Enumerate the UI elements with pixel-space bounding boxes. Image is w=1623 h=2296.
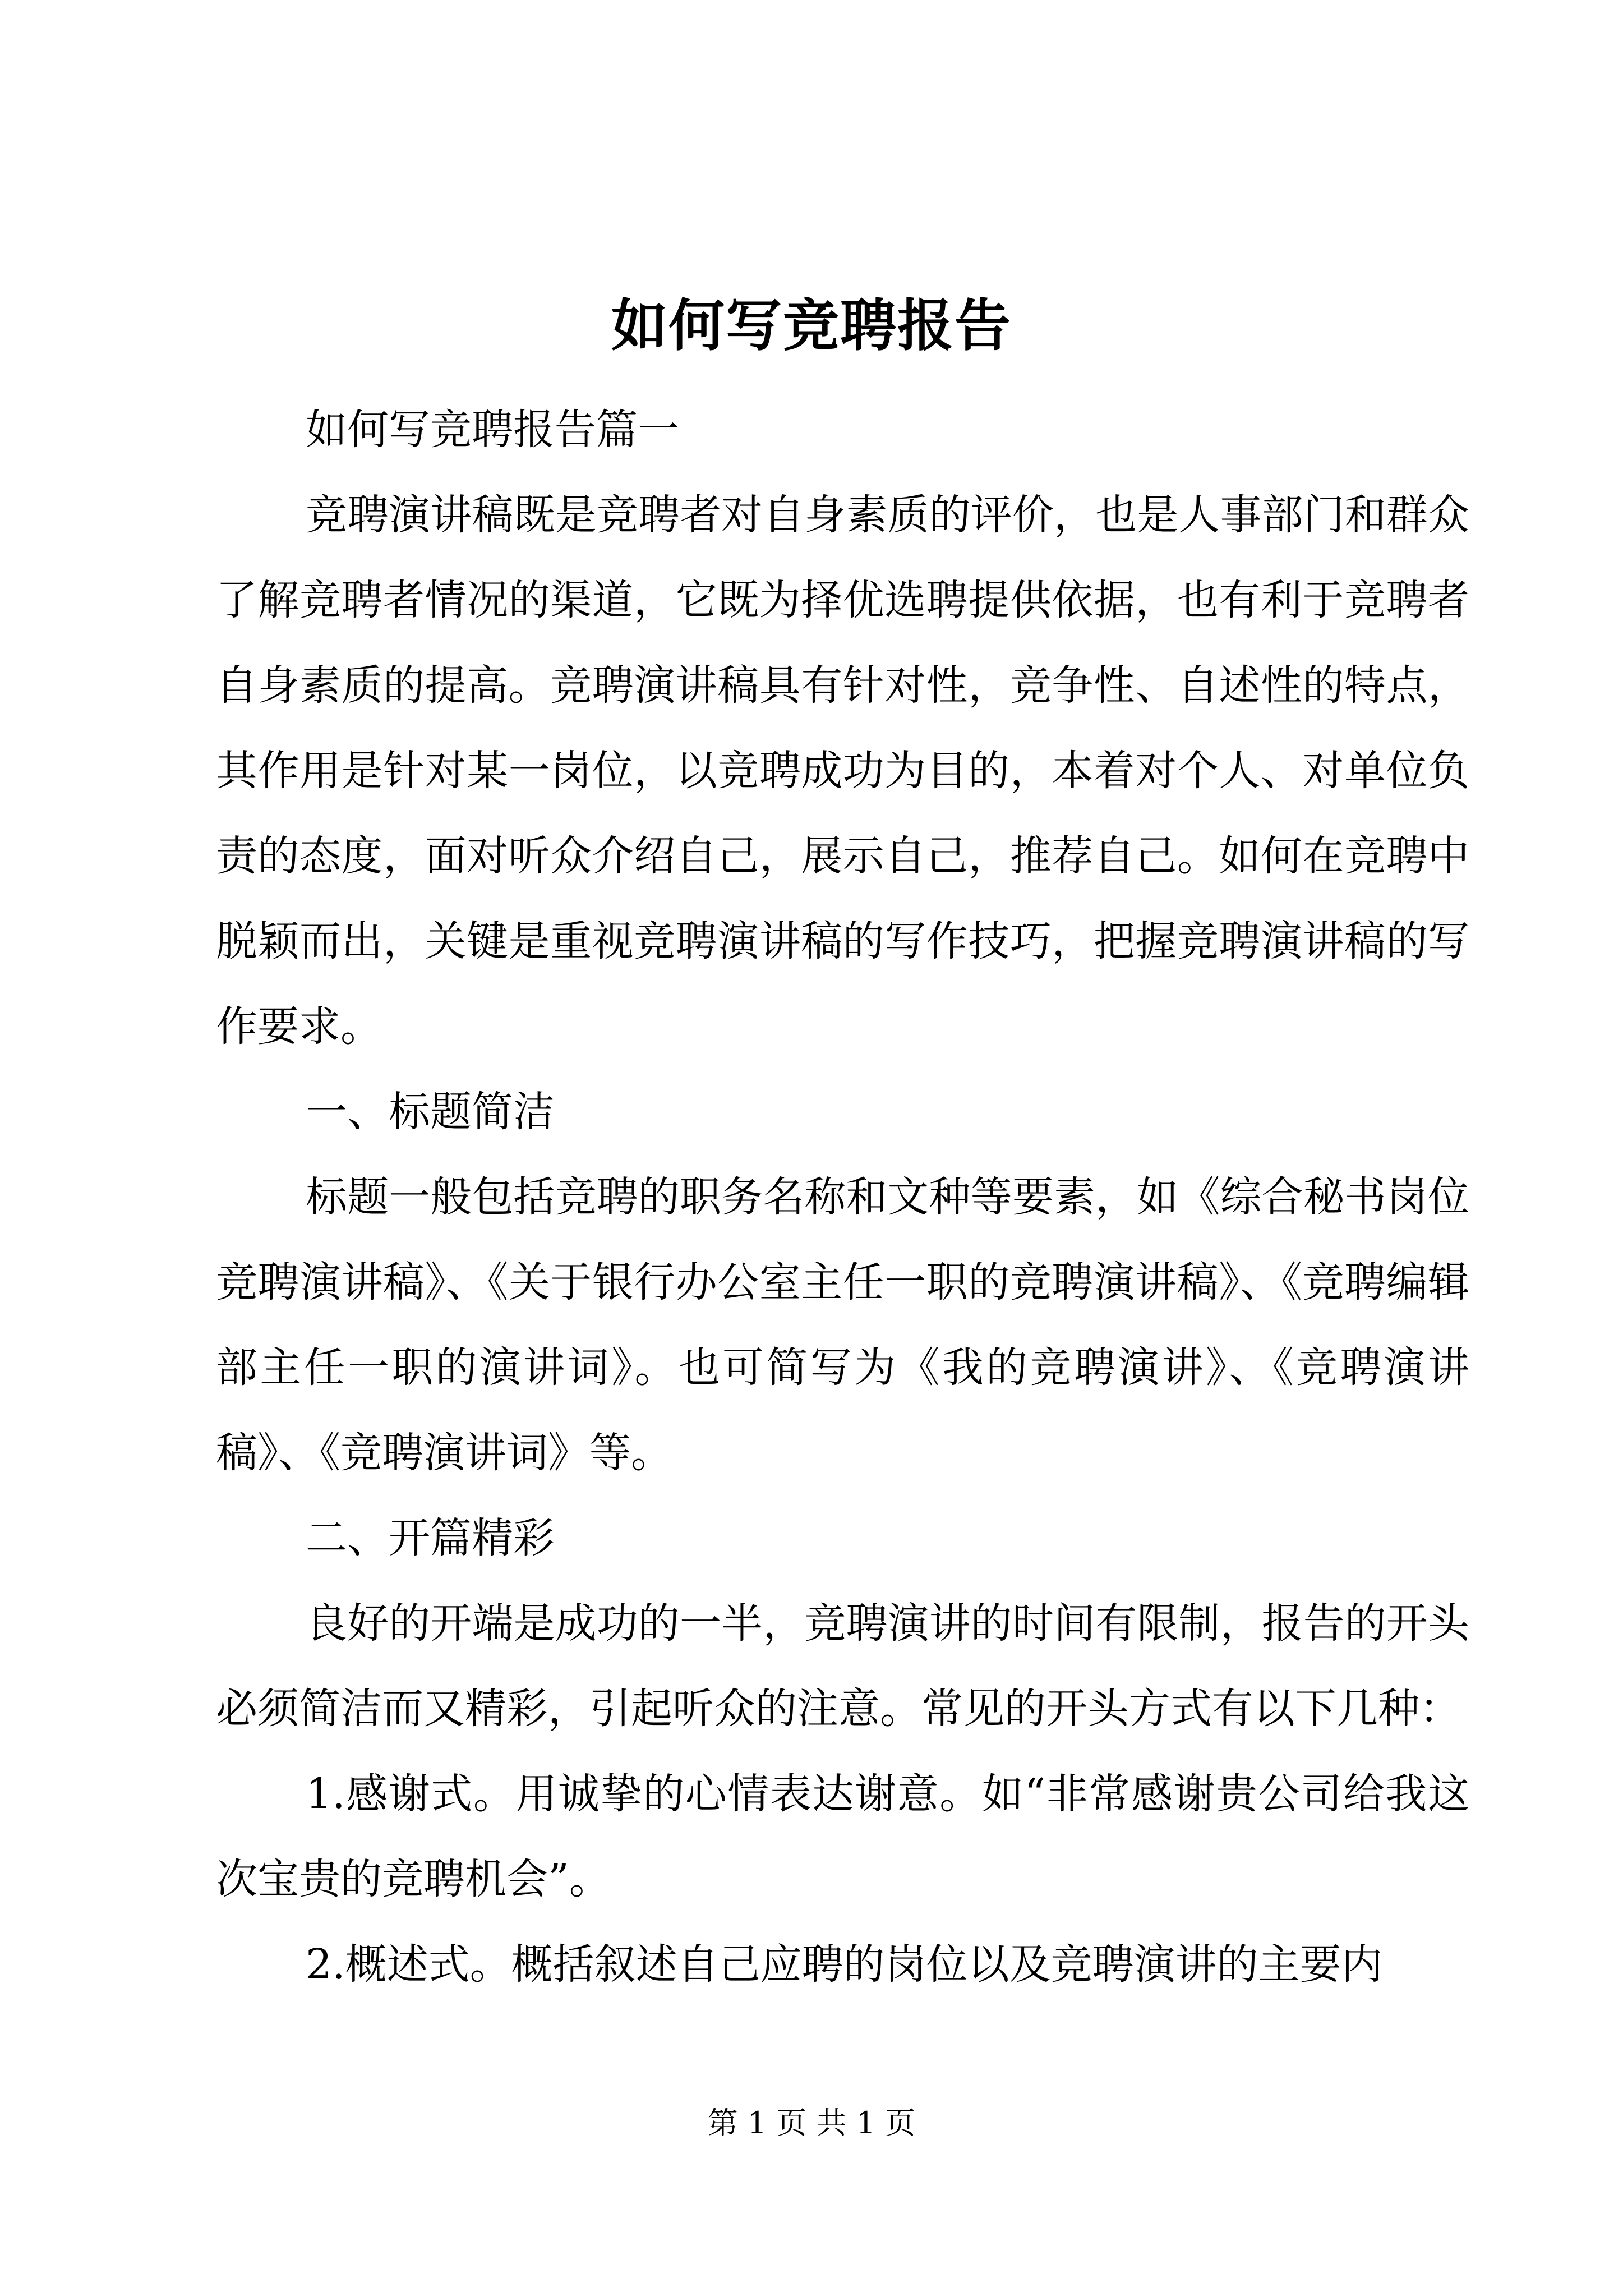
body-paragraph: 标题一般包括竞聘的职务名称和文种等要素，如《综合秘书岗位竞聘演讲稿》、《关于银行办公室主任一职的竞聘演讲稿》、《竞聘编辑部主任一职的演讲词》。也可简写为《我的竞聘演讲》、《竞聘演讲稿》、《竞聘演讲词》等。: [216, 1173, 1469, 1477]
body-paragraph: 竞聘演讲稿既是竞聘者对自身素质的评价，也是人事部门和群众了解竞聘者情况的渠道，它既为择优选聘提供依据，也有利于竞聘者自身素质的提高。竞聘演讲稿具有针对性，竞争性、自述性的特点，其作用是针对某一岗位，以竞聘成功为目的，本着对个人、对单位负责的态度，面对听众介绍自己，展示自己，推荐自己。如何在竞聘中脱颖而出，关键是重视竞聘演讲稿的写作技巧，把握竞聘演讲稿的写作要求。: [216, 491, 1469, 1051]
list-item: 1.感谢式。用诚挚的心情表达谢意。如“非常感谢贵公司给我这次宝贵的竞聘机会”。: [216, 1770, 1469, 1903]
section-heading: 如何写竞聘报告篇一: [306, 406, 679, 454]
body-paragraph: 良好的开端是成功的一半，竞聘演讲的时间有限制，报告的开头必须简洁而又精彩，引起听众的注意。常见的开头方式有以下几种：: [216, 1599, 1469, 1733]
page-footer: 第 1 页 共 1 页: [707, 2105, 916, 2141]
section-heading: 二、开篇精彩: [306, 1514, 555, 1562]
document-body: [216, 387, 1469, 2007]
section-heading: 一、标题简洁: [306, 1088, 555, 1136]
list-item: 2.概述式。概括叙述自己应聘的岗位以及竞聘演讲的主要内: [306, 1940, 1383, 1989]
document-title: 如何写竞聘报告: [611, 292, 1012, 358]
